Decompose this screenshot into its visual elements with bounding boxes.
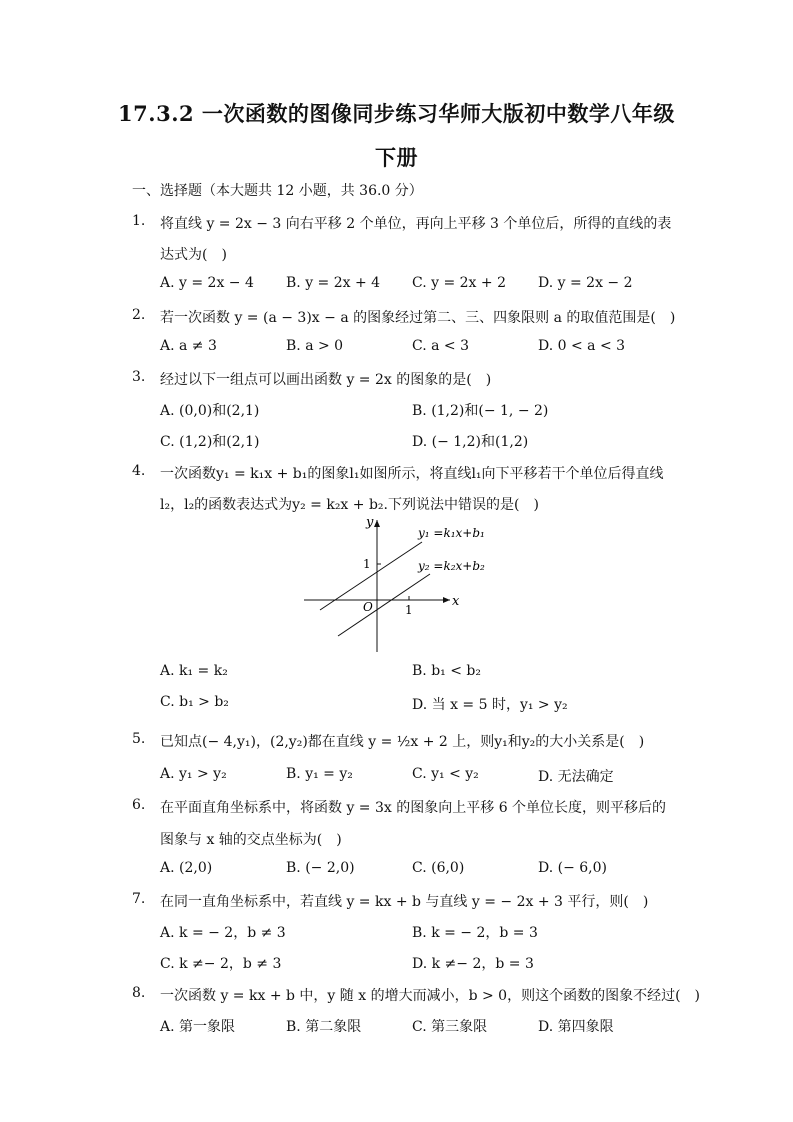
option-b: B. y = 2x + 4 (286, 275, 381, 291)
question-text: 在同一直角坐标系中，若直线 y = kx + b 与直线 y = − 2x + 3 平行，则( ) (160, 894, 649, 910)
option-c: C. y = 2x + 2 (412, 275, 506, 291)
option-c: C. (1,2)和(2,1) (160, 434, 260, 450)
graph-figure (300, 512, 490, 657)
question-text: 若一次函数 y = (a − 3)x − a 的图象经过第二、三、四象限则 a 的取值范围是( ) (160, 310, 676, 326)
option-d: D. 当 x = 5 时，y₁ > y₂ (412, 697, 568, 713)
option-b: B. k = − 2，b = 3 (412, 925, 538, 941)
option-d: D. y = 2x − 2 (538, 275, 633, 291)
y-axis-arrow (374, 520, 380, 527)
question-text: l₂，l₂的函数表达式为y₂ = k₂x + b₂.下列说法中错误的是( ) (160, 497, 539, 513)
question-number: 1. (132, 213, 146, 229)
x-axis-arrow (443, 597, 450, 603)
option-a: A. k₁ = k₂ (160, 663, 228, 679)
option-d: D. k ≠− 2，b = 3 (412, 956, 534, 972)
question-text: 经过以下一组点可以画出函数 y = 2x 的图象的是( ) (160, 372, 492, 388)
option-d: D. (− 6,0) (538, 860, 607, 876)
page-title: 17.3.2 一次函数的图像同步练习华师大版初中数学八年级 (118, 101, 675, 126)
label-l1: y₁ =k₁x+b₁ (418, 526, 485, 540)
option-b: B. (1,2)和(− 1, − 2) (412, 403, 549, 419)
option-b: B. b₁ < b₂ (412, 663, 481, 679)
question-text: 一次函数 y = kx + b 中，y 随 x 的增大而减小，b > 0，则这个函数的图象不经过( ) (160, 988, 700, 1004)
option-c: C. (6,0) (412, 860, 465, 876)
option-a: A. y = 2x − 4 (160, 275, 254, 291)
question-text: 一次函数y₁ = k₁x + b₁的图象l₁如图所示，将直线l₁向下平移若干个单位后得直线 (160, 466, 664, 482)
option-c: C. a < 3 (412, 338, 469, 354)
question-text: 将直线 y = 2x − 3 向右平移 2 个单位，再向上平移 3 个单位后，所得的直线的表 (160, 216, 672, 232)
y-tick-label: 1 (363, 557, 371, 571)
question-number: 2. (132, 307, 146, 323)
line-l2 (338, 574, 430, 636)
label-l2: y₂ =k₂x+b₂ (418, 559, 485, 573)
option-c: C. y₁ < y₂ (412, 766, 479, 782)
question-text: 达式为( ) (160, 247, 227, 263)
section-heading: 一、选择题（本大题共 12 小题，共 36.0 分） (132, 183, 423, 199)
page-title-line2: 下册 (375, 145, 418, 170)
question-number: 4. (132, 463, 146, 479)
option-a: A. y₁ > y₂ (160, 766, 227, 782)
origin-label: O (363, 600, 373, 614)
option-b: B. a > 0 (286, 338, 344, 354)
question-number: 5. (132, 731, 146, 747)
option-b: B. (− 2,0) (286, 860, 355, 876)
option-a: A. (2,0) (160, 860, 213, 876)
question-number: 8. (132, 985, 146, 1001)
option-d: D. 第四象限 (538, 1019, 614, 1035)
y-axis-label: y (366, 515, 374, 530)
question-number: 6. (132, 797, 146, 813)
question-number: 7. (132, 891, 146, 907)
option-b: B. y₁ = y₂ (286, 766, 353, 782)
question-text: 图象与 x 轴的交点坐标为( ) (160, 832, 342, 848)
option-c: C. 第三象限 (412, 1019, 488, 1035)
option-d: D. 0 < a < 3 (538, 338, 626, 354)
question-number: 3. (132, 369, 146, 385)
option-a: A. k = − 2，b ≠ 3 (160, 925, 286, 941)
option-c: C. b₁ > b₂ (160, 694, 229, 710)
question-text: 在平面直角坐标系中，将函数 y = 3x 的图象向上平移 6 个单位长度，则平移后的 (160, 800, 667, 816)
x-tick-label: 1 (405, 603, 413, 617)
option-a: A. (0,0)和(2,1) (160, 403, 260, 419)
x-axis-label: x (452, 594, 460, 609)
option-a: A. a ≠ 3 (160, 338, 217, 354)
option-c: C. k ≠− 2，b ≠ 3 (160, 956, 282, 972)
option-a: A. 第一象限 (160, 1019, 236, 1035)
option-d: D. 无法确定 (538, 769, 614, 785)
option-b: B. 第二象限 (286, 1019, 362, 1035)
question-text: 已知点(− 4,y₁)，(2,y₂)都在直线 y = ½x + 2 上，则y₁和y₂的大小关系是( ) (160, 734, 645, 750)
option-d: D. (− 1,2)和(1,2) (412, 434, 529, 450)
